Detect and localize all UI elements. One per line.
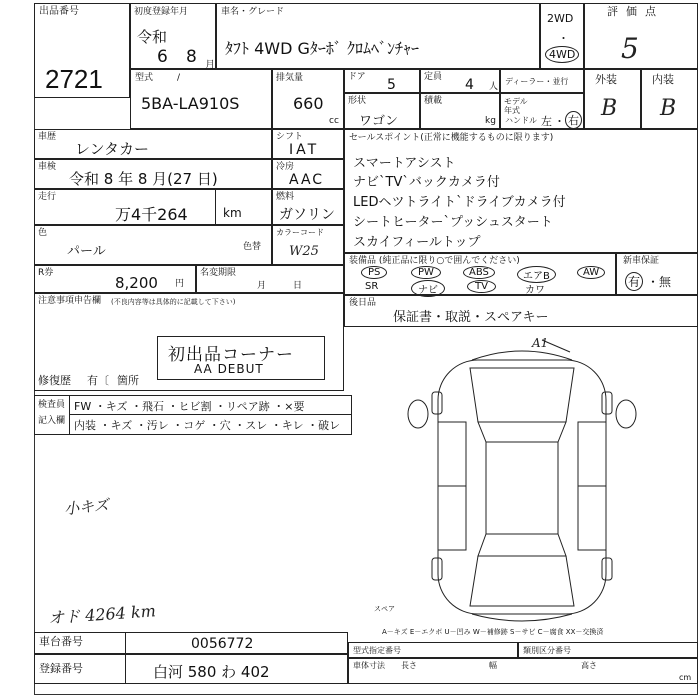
windshield [478,422,566,442]
class-designation-label: 類別区分番号 [523,646,571,655]
fuel-cell [272,189,344,225]
right-rear-door [578,486,606,550]
model-name: ﾀﾌﾄ 4WD Gﾀｰﾎﾞ ｸﾛﾑﾍﾞﾝﾁｬｰ [225,39,419,58]
chassis-divider [125,632,126,654]
shape-value: ワゴン [359,114,399,129]
capacity-value: 4 [465,77,474,93]
repair-label: 修復歴 [38,374,71,387]
right-mirror [616,400,636,428]
type-label: 型式 [135,73,154,83]
inspector-cell [34,395,352,435]
model-year-cell [500,93,584,129]
score-value: 5 [621,32,639,65]
drive-cell [540,3,584,69]
spare-label: スペア [374,605,395,613]
drive-2wd: 2WD [547,12,574,25]
left-mirror [408,400,428,428]
documents-items: 保証書・取説・スペアキー [393,310,549,325]
chassis-cell [34,632,348,654]
ac-cell [272,159,344,189]
doors-value: 5 [387,77,396,93]
chassis-label: 車台番号 [39,635,83,648]
model-label: 車名・グレード [221,7,285,17]
dim-height: 高さ [581,661,597,670]
debut-stamp [157,336,325,380]
dealer-label: ディーラー・並行 [505,77,569,86]
reg-divider [125,654,126,684]
selling-point-1: スマートアシスト [353,156,456,171]
doors-label: ドア [348,72,366,82]
dealer-cell [500,69,584,93]
repair-unit: 箇所 [117,374,139,387]
recycle-unit: 円 [175,279,185,289]
type-value: 5BA-LA910S [141,94,240,113]
dimensions-cell [348,658,698,684]
documents-cell [344,295,698,327]
lot-number-cell [34,3,130,98]
roof [486,442,558,534]
notes-sub: (不良内容等は具体的に記載して下さい) [111,298,236,306]
body-outline [438,360,606,614]
warranty-day-unit: 日 [293,281,303,291]
era: 令和 [137,28,168,46]
equip-leather: カワ [525,285,545,296]
dim-width: 幅 [489,661,497,670]
inspector-label1: 検査員 [38,400,66,410]
mileage-label: 走行 [38,192,57,202]
new-car-no: 無 [659,275,672,289]
color-code-value: W25 [289,244,319,259]
recycle-label: R券 [38,268,54,278]
selling-point-5: スカイフィールトップ [353,235,481,250]
notes-cell [34,293,344,391]
capacity-cell [420,69,500,93]
inspector-row2-box [69,415,351,434]
wheel-rl [432,558,442,580]
color-label: 色 [38,228,48,238]
doors-cell [344,69,420,93]
interior-cell [641,69,698,129]
score-cell [584,3,698,69]
color-change-label: 色替 [243,242,262,252]
load-label: 積載 [424,96,443,106]
inspection-label: 車検 [38,162,57,172]
a1-mark: A1 [532,336,549,350]
notes-title: 注意事項申告欄 [38,296,102,306]
new-car-sep: ・ [647,275,660,289]
mileage-divider [215,189,216,225]
equip-sr: SR [365,281,379,292]
shift-value: IAT [289,142,320,158]
inspector-row1: FW ・キズ ・飛石 ・ヒビ割 ・リペア跡 ・×要 [74,400,305,413]
interior-label: 内装 [652,73,674,86]
color-code-cell [272,225,344,265]
month-unit: 月 [205,60,215,71]
lot-number: 2721 [45,64,103,94]
inspection-cell [34,159,272,189]
type-designation-cell [348,642,518,658]
color-cell [34,225,272,265]
inspector-label2: 記入欄 [38,416,66,426]
load-unit: kg [485,116,496,126]
class-designation-cell [518,642,698,658]
trunk [470,556,574,606]
mileage-value: 万4千264 [115,205,188,224]
history-cell [34,129,272,159]
wheel-fr [602,392,612,414]
rear-bumper [472,614,572,621]
equip-navi: ナビ [411,280,445,297]
handle-label: ハンドル [505,116,537,125]
model-grade-cell [216,3,540,69]
right-front-door [578,422,606,486]
first-registration-cell [130,3,216,69]
fuel-value: ガソリン [279,207,335,223]
displacement-cell [272,69,344,129]
shift-cell [272,129,344,159]
warranty-unit: 月 [257,281,267,291]
capacity-unit: 人 [489,82,499,92]
type-designation-label: 型式指定番号 [353,646,401,655]
interior-value: B [660,96,677,121]
equipment-cell [344,253,616,295]
handle-left: 左 [541,115,552,128]
shape-label: 形状 [348,96,367,106]
handle-right: 右 [565,111,582,129]
selling-point-2: ナビ`TV`バックカメラ付 [353,175,500,190]
drive-dot: ・ [558,32,569,45]
recycle-value: 8,200 [115,274,158,292]
hood [470,368,574,422]
displacement-value: 660 [293,94,324,113]
ac-label: 冷房 [276,162,295,172]
handwritten-note: 小キズ [63,495,110,519]
type-mark: / [177,73,181,83]
wheel-fl [432,392,442,414]
displacement-unit: cc [329,116,339,126]
load-cell [420,93,500,129]
displacement-label: 排気量 [276,73,304,83]
color-value: パール [67,244,106,259]
stamp-line1: 初出品コーナー [168,345,294,365]
repair-value: 有〔 [87,374,109,387]
score-label: 評価点 [607,5,664,18]
left-front-door [438,422,466,486]
color-code-label: カラーコード [276,228,324,237]
new-car-warranty-cell [616,253,698,295]
damage-legend: A－キズ E－エクボ U－凹み W－補修跡 S－サビ C－腐食 XX－交換済 [382,628,604,636]
chassis-value: 0056772 [191,636,254,652]
warranty-cell [196,265,344,293]
selling-point-3: LEDヘツトライト`ドライブカメラ付 [353,195,566,210]
exterior-cell [584,69,641,129]
warranty-label: 名変期限 [200,268,237,278]
reg-month: 8 [186,47,197,67]
reg-label: 登録番号 [39,662,83,675]
inspector-row1-box [69,396,351,415]
first-reg-label: 初度登録年月 [134,7,189,17]
new-car-label: 新車保証 [623,256,660,266]
exterior-value: B [601,96,618,121]
reg-year: 6 [157,47,168,67]
dim-length: 長さ [401,661,417,670]
equip-pw: PW [411,266,441,279]
car-diagram [402,338,642,628]
fuel-label: 燃料 [276,192,295,202]
equip-tv: TV [467,280,496,293]
selling-point-4: シートヒーター`プッシュスタート [353,215,553,230]
selling-title: セールスポイント(正常に機能するものに限ります) [349,133,554,143]
history-label: 車歴 [38,132,57,142]
drive-4wd: 4WD [545,46,579,63]
type-cell [130,69,272,129]
ac-value: AAC [289,172,325,188]
history-value: レンタカー [75,140,150,158]
equip-aw: AW [577,266,605,279]
mileage-cell [34,189,272,225]
equip-airbag: エアB [517,266,556,283]
shape-cell [344,93,420,129]
handle-dot: ・ [554,115,565,128]
mileage-unit: km [223,206,242,220]
documents-title: 後日品 [349,298,377,308]
lot-label: 出品番号 [39,6,79,17]
recycle-cell [34,265,196,293]
wheel-rr [602,558,612,580]
dim-unit: cm [679,673,692,682]
selling-points-cell [344,129,698,253]
exterior-label: 外装 [595,73,617,86]
stamp-line2: AA DEBUT [194,362,264,376]
equip-ps: PS [361,266,387,279]
capacity-label: 定員 [424,72,443,82]
registration-cell [34,654,348,684]
inspection-value: 令和 8 年 8 月(27 日) [69,170,218,188]
new-car-yes: 有 [625,272,643,291]
left-rear-door [438,486,466,550]
front-bumper [472,351,572,360]
equipment-title: 装備品 (純正品に限り○で囲んでください) [349,256,520,266]
dim-label: 車体寸法 [353,661,385,670]
rear-window [478,534,566,556]
equip-abs: ABS [463,266,495,279]
odometer-note: オド 4264 km [47,601,157,628]
inspector-row2: 内装 ・キズ ・汚レ ・コゲ ・穴 ・スレ ・キレ ・破レ [74,419,341,432]
model-year-label: モデル 年式 [504,97,528,115]
shift-label: シフト [276,132,304,142]
reg-value: 白河 580 わ 402 [153,663,270,681]
